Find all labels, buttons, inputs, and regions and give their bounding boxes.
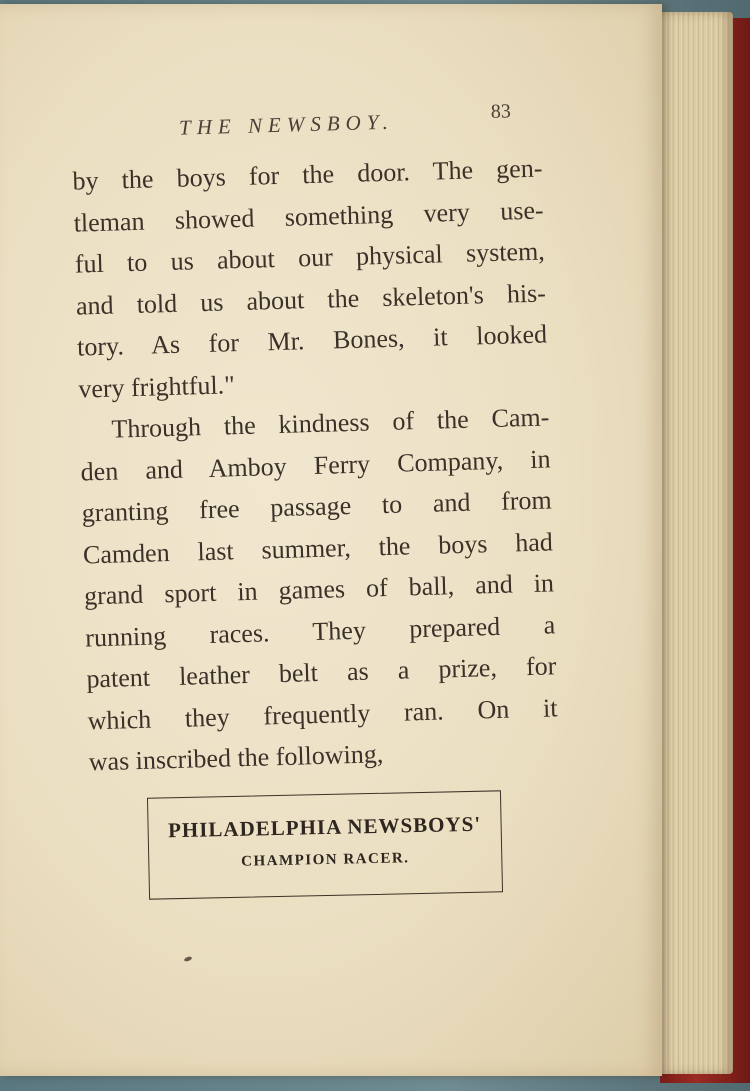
paragraph-2 <box>79 396 559 782</box>
text-line: which they frequently ran. On it <box>87 692 558 735</box>
inscription-line-2: CHAMPION RACER. <box>240 850 410 870</box>
text-line: Through the kindness of the Cam- <box>111 402 550 444</box>
text-line: patent leather belt as a prize, for <box>86 651 557 694</box>
text-line: was inscribed the following, <box>88 739 384 777</box>
text-block <box>71 98 560 783</box>
page-number: 83 <box>490 100 512 123</box>
text-line: Camden last summer, the boys had <box>82 526 554 569</box>
text-line: tory. As for Mr. Bones, it looked <box>76 319 548 362</box>
book-page <box>0 4 662 1076</box>
text-line: running races. They prepared a <box>84 609 556 652</box>
text-line: den and Amboy Ferry Company, in <box>80 443 551 487</box>
text-line: ful to us about our physical system, <box>74 236 546 279</box>
text-line: very frightful." <box>77 369 236 404</box>
text-line: and told us about the skeleton's his- <box>75 277 547 321</box>
text-line: grand sport in games of ball, and in <box>83 568 555 611</box>
running-head <box>71 98 542 151</box>
inscription-line-1: PHILADELPHIA NEWSBOYS' <box>167 811 482 843</box>
ink-speck <box>184 956 193 962</box>
text-line: tleman showed something very use- <box>73 195 544 238</box>
text-line: granting free passage to and from <box>81 485 553 528</box>
text-line: by the boys for the door. The gen- <box>72 153 543 196</box>
paragraph-1 <box>72 148 549 410</box>
inscription-box <box>147 790 503 899</box>
running-title: THE NEWSBOY. <box>178 109 395 140</box>
